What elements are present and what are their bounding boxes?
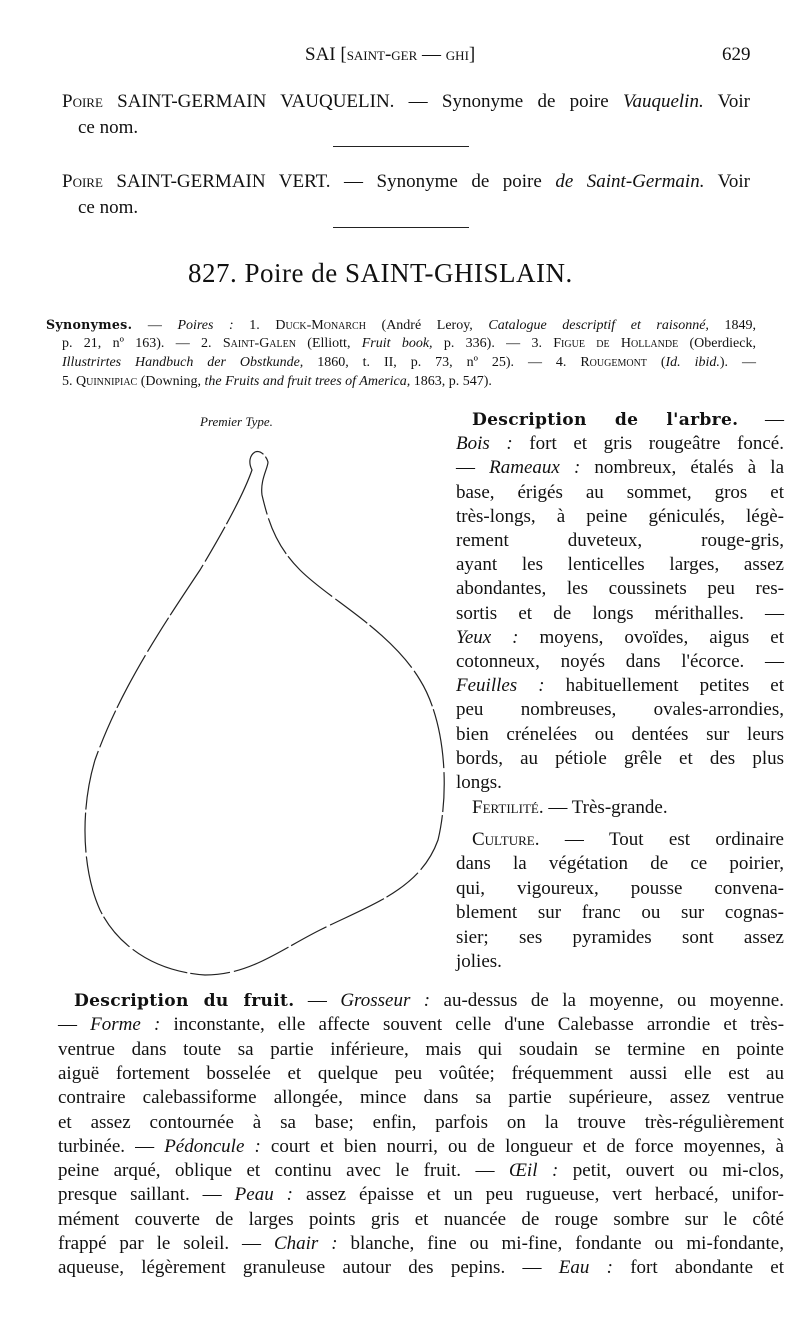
text-segment: — Très-grande. [543, 797, 668, 818]
small-caps-term: Quinnipiac [76, 374, 138, 389]
text-segment: inconstante, elle affecte souvent celle d'une Calebasse arrondie et très- [160, 1014, 785, 1036]
text-line [456, 723, 784, 747]
text-line [456, 505, 784, 529]
text-segment: (Oberdieck, [678, 336, 756, 351]
text-segment: (André Leroy, [365, 318, 489, 333]
text-segment: nombreux, étalés à la [580, 457, 785, 479]
small-caps-term: Culture. [472, 829, 540, 850]
text-segment: peine arqué, oblique et continu avec le fruit. — [58, 1160, 509, 1182]
text-segment: — [58, 1014, 91, 1036]
text-line [456, 626, 784, 650]
text-segment: dans la végétation de ce poirier, [456, 853, 784, 875]
text-line [456, 747, 784, 771]
text-line [456, 877, 784, 901]
text-line [58, 1183, 784, 1207]
text-line [456, 602, 784, 626]
text-line [74, 989, 784, 1013]
text-segment: SAINT-GERMAIN VERT. — Synonyme de poire [116, 171, 556, 192]
section-heading: Synonymes. [46, 317, 133, 332]
italic-term: Id. ibid. [665, 355, 720, 370]
italic-term: Yeux : [456, 626, 519, 648]
text-segment: fort abondante et [612, 1257, 784, 1279]
italic-term: Œil : [509, 1160, 559, 1182]
text-line [58, 1111, 784, 1135]
italic-term: Catalogue descriptif et raisonné, [488, 318, 709, 333]
small-caps-term: Saint-Galen [222, 336, 296, 351]
italic-term: Poires : [177, 318, 234, 333]
text-segment: qui, vigoureux, pousse convena- [456, 877, 784, 899]
text-segment: ce nom. [78, 117, 139, 138]
italic-term: the Fruits and fruit trees of America, [204, 374, 411, 389]
italic-term: Forme : [90, 1014, 161, 1036]
text-segment: — [456, 457, 490, 479]
small-caps-term: Figue de Hollande [553, 336, 679, 351]
italic-term: Pédoncule : [164, 1135, 261, 1157]
text-segment: mément couverte de larges points gris et nuancée de rouge sombre sur le côté [58, 1208, 784, 1230]
text-line [58, 1208, 784, 1232]
text-segment: peu nombreuses, ovales-arrondies, [456, 699, 784, 721]
text-line [456, 674, 784, 698]
text-segment: rement duveteux, rouge-gris, [456, 530, 784, 551]
text-line [456, 771, 502, 795]
text-segment: ce nom. [78, 197, 139, 218]
text-segment: — [738, 409, 784, 430]
text-segment: cotonneux, noyés dans l'écorce. — [456, 651, 784, 672]
text-segment: très-longs, à peine géniculés, légè- [456, 505, 784, 527]
text-segment: petit, ouvert ou mi-clos, [558, 1160, 784, 1182]
text-line [472, 796, 668, 820]
text-segment: 1863, p. 547). [410, 374, 492, 389]
text-segment: habituellement petites et [544, 675, 784, 697]
text-line [58, 1062, 784, 1086]
text-segment: et assez contournée à sa base; enfin, parfois on la trouve très-régulièrement [58, 1111, 784, 1133]
text-line [58, 1232, 784, 1256]
text-line [58, 1135, 784, 1159]
italic-term: Grosseur : [340, 990, 431, 1011]
text-line [456, 553, 784, 577]
italic-term: Peau : [234, 1184, 294, 1206]
text-segment: 1849, [708, 318, 757, 333]
running-title: SAI [saint-ger — ghi] [305, 44, 476, 65]
text-segment: 1. [233, 318, 276, 333]
text-segment: p. 336). — 3. [432, 336, 554, 351]
text-segment: contraire calebassiforme allongée, mince dans sa partie supérieure, assez ventrue [58, 1087, 784, 1109]
text-line [456, 901, 784, 925]
text-segment: aiguë fortement bosselée et quelque peu voûtée; fréquemment aussi elle est au [58, 1062, 784, 1084]
italic-term: Feuilles : [456, 675, 545, 697]
text-segment: ayant les lenticelles larges, assez [456, 554, 784, 576]
text-segment: bien crénelées ou dentées sur leurs [456, 723, 784, 745]
text-line [456, 456, 784, 480]
text-line [456, 577, 784, 601]
text-segment: blanche, fine ou mi-fine, fondante ou mi-fondante, [337, 1233, 784, 1254]
text-segment: Voir [704, 171, 750, 192]
text-segment: longs. [456, 772, 502, 793]
text-segment: — Tout est ordinaire [539, 829, 784, 850]
section-heading: Description du fruit. [74, 991, 295, 1011]
small-caps-term: Poire [62, 171, 117, 192]
text-line [472, 828, 784, 852]
text-segment: court et bien nourri, ou de longueur et de force moyennes, à [260, 1135, 784, 1157]
text-segment: presque saillant. — [58, 1184, 235, 1206]
italic-term: de Saint-Germain. [555, 171, 705, 192]
text-line [58, 1256, 784, 1280]
text-segment: assez épaisse et un peu rugueuse, vert herbacé, unifor- [293, 1184, 784, 1206]
italic-term: Vauquelin. [622, 91, 704, 112]
text-segment: (Elliott, [295, 336, 362, 351]
text-segment: jolies. [456, 951, 502, 972]
text-line [58, 1038, 784, 1062]
text-line [456, 650, 784, 674]
text-line [58, 1013, 784, 1037]
text-segment: SAINT-GERMAIN VAUQUELIN. — Synonyme de poire [117, 91, 623, 112]
text-segment: frappé par le soleil. — [58, 1233, 274, 1254]
text-segment: moyens, ovoïdes, aigus et [518, 626, 784, 648]
italic-term: Bois : [456, 433, 513, 455]
text-segment: bords, au pétiole grêle et des plus [456, 747, 784, 769]
text-line [456, 950, 502, 974]
text-segment: ). — [719, 355, 756, 370]
italic-term: Eau : [558, 1257, 613, 1279]
text-line [472, 408, 784, 432]
figure-caption: Premier Type. [200, 414, 273, 429]
text-segment: — [132, 318, 178, 333]
text-segment: — [294, 990, 341, 1011]
text-segment: 5. [62, 374, 76, 389]
text-line [58, 1159, 784, 1183]
page-number: 629 [722, 44, 751, 65]
text-segment: 1860, t. II, p. 73, nº 25). — 4. [303, 355, 581, 370]
text-segment: aqueuse, légèrement granuleuse autour des pepins. — [58, 1257, 559, 1279]
text-segment: turbinée. — [58, 1135, 165, 1157]
italic-term: Chair : [273, 1233, 338, 1254]
text-segment: p. 21, nº 163). — 2. [62, 336, 223, 351]
text-segment: blement sur franc ou sur cognas- [456, 902, 784, 924]
text-segment: sortis et de longs mérithalles. — [456, 602, 784, 624]
article-title: 827. Poire de SAINT-GHISLAIN. [188, 258, 573, 288]
section-heading: Description de l'arbre. [472, 410, 739, 430]
italic-term: Illustrirtes Handbuch der Obstkunde, [62, 355, 304, 370]
text-segment: Voir [703, 91, 750, 112]
text-line [456, 698, 784, 722]
text-line [456, 481, 784, 505]
small-caps-term: Duck-Monarch [275, 318, 366, 333]
text-line [58, 1086, 784, 1110]
text-segment: fort et gris rougeâtre foncé. [512, 433, 784, 455]
small-caps-term: Poire [62, 91, 118, 112]
italic-term: Rameaux : [489, 457, 581, 479]
text-segment: base, érigés au sommet, gros et [456, 481, 784, 503]
text-segment: au-dessus de la moyenne, ou moyenne. [430, 990, 784, 1011]
italic-term: Fruit book, [361, 336, 433, 351]
text-segment: (Downing, [137, 374, 205, 389]
text-line [456, 529, 784, 553]
text-segment: sier; ses pyramides sont assez [456, 926, 784, 948]
text-line [456, 432, 784, 456]
text-segment: abondantes, les coussinets peu res- [456, 578, 784, 600]
text-line [456, 852, 784, 876]
pear-outline [85, 452, 444, 975]
text-segment: ventrue dans toute sa partie inférieure, mais qui soudain se termine en pointe [58, 1038, 784, 1060]
small-caps-term: Rougemont [580, 355, 647, 370]
small-caps-term: Fertilité. [472, 797, 544, 818]
text-segment: ( [646, 355, 666, 370]
text-line [456, 926, 784, 950]
